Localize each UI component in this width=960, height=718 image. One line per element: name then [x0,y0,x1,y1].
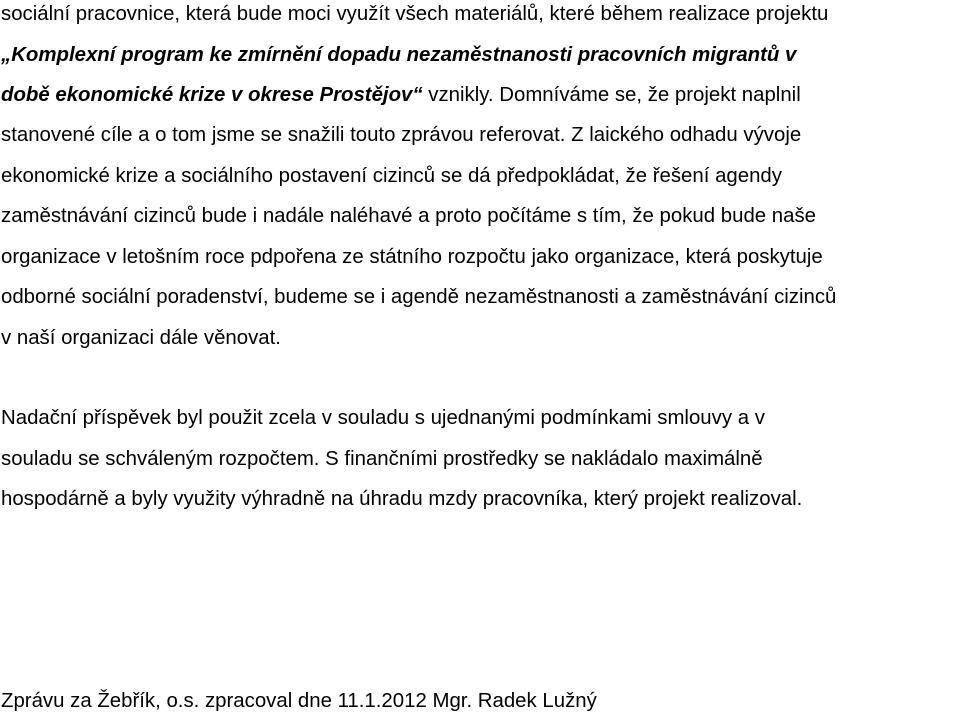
paragraph-2-line-1: Nadační příspěvek byl použit zcela v souladu s ujednanými podmínkami smlouvy a v [1,407,765,429]
project-title-part-2: době ekonomické krize v okrese Prostějov“ [1,84,423,106]
paragraph-1-line-4: stanovené cíle a o tom jsme se snažili touto zprávou referovat. Z laického odhadu vývoje [1,124,802,146]
paragraph-1-line-8: odborné sociální poradenství, budeme se i agendě nezaměstnanosti a zaměstnávání cizinců [1,286,837,308]
paragraph-1-line-6: zaměstnávání cizinců bude i nadále naléhavé a proto počítáme s tím, že pokud bude naše [1,205,817,227]
project-title-part-1: „Komplexní program ke zmírnění dopadu nezaměstnanosti pracovních migrantů v [1,44,797,66]
paragraph-1-line-2 [1,43,796,67]
paragraph-1-line-3-rest: vznikly. Domníváme se, že projekt naplnil [422,84,801,106]
paragraph-1-line-3 [1,83,801,107]
paragraph-2-line-2: souladu se schváleným rozpočtem. S finančními prostředky se nakládalo maximálně [1,448,763,470]
paragraph-1-line-7: organizace v letošním roce pdpořena ze státního rozpočtu jako organizace, která poskytuje [1,246,823,268]
paragraph-1-line-9: v naší organizaci dále věnovat. [1,327,281,349]
paragraph-1-line-5: ekonomické krize a sociálního postavení cizinců se dá předpokládat, že řešení agendy [1,165,782,187]
signature-line: Zprávu za Žebřík, o.s. zpracoval dne 11.1.2012 Mgr. Radek Lužný [1,690,597,712]
paragraph-2-line-3: hospodárně a byly využity výhradně na úhradu mzdy pracovníka, který projekt realizoval. [1,488,803,510]
paragraph-1-line-1: sociální pracovnice, která bude moci využít všech materiálů, které během realizace projektu [1,3,829,25]
